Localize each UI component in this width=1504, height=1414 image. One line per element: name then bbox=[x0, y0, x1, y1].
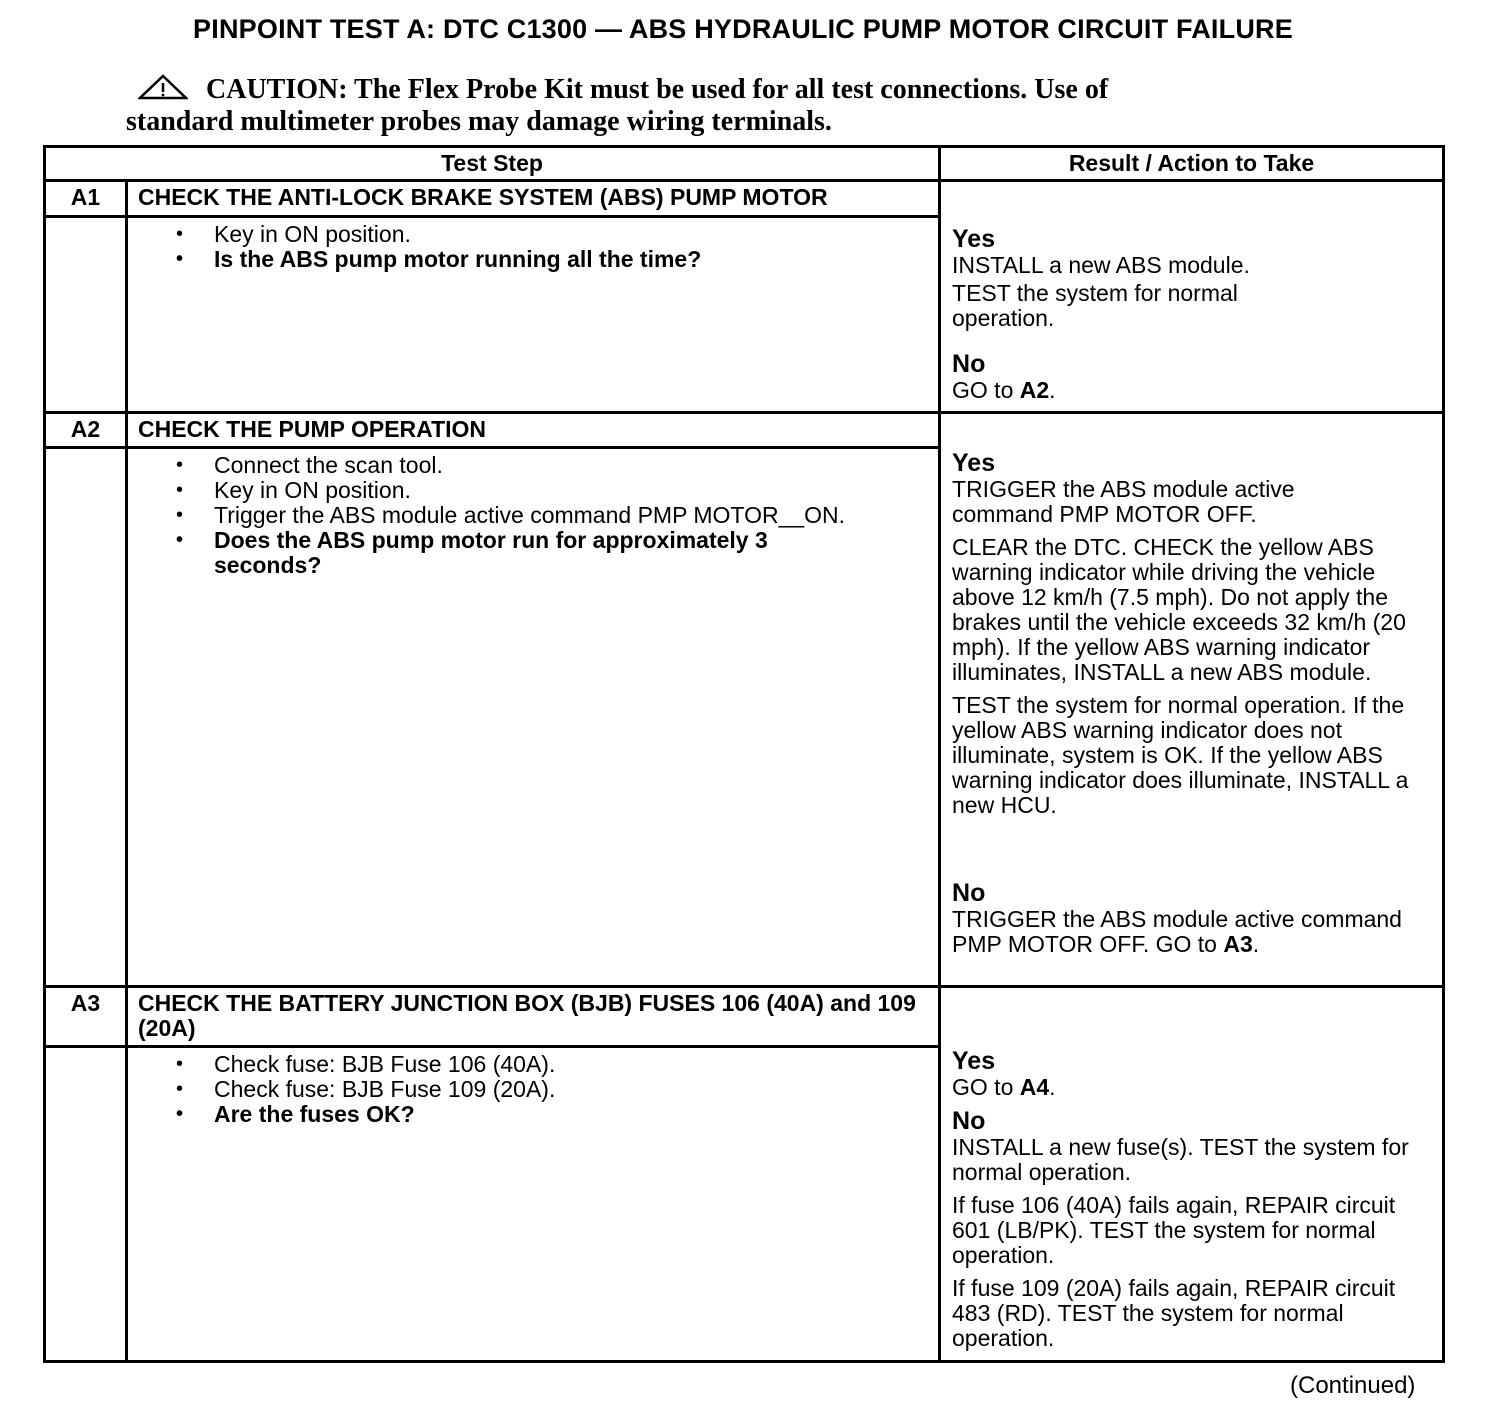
bullet-item: • Check fuse: BJB Fuse 109 (20A). bbox=[176, 1077, 928, 1102]
header-result-action: Result / Action to Take bbox=[940, 147, 1444, 181]
result-text: TRIGGER the ABS module active command PMP MOTOR OFF. bbox=[952, 476, 1295, 527]
step-body bbox=[127, 217, 940, 413]
yes-label: Yes bbox=[952, 225, 996, 253]
continued-note: (Continued) bbox=[1290, 1372, 1416, 1399]
yes-label: Yes bbox=[952, 449, 996, 477]
step-body bbox=[127, 448, 940, 987]
step-id: A2 bbox=[45, 413, 127, 448]
result-text: INSTALL a new fuse(s). TEST the system for normal operation. bbox=[952, 1134, 1409, 1185]
step-result bbox=[940, 987, 1444, 1362]
bullet-item: • Key in ON position. bbox=[176, 478, 928, 503]
warning-triangle-icon bbox=[138, 74, 188, 100]
step-title: CHECK THE ANTI-LOCK BRAKE SYSTEM (ABS) PUMP MOTOR bbox=[127, 181, 940, 217]
question-item: • Is the ABS pump motor running all the time? bbox=[176, 247, 928, 272]
bullet-item: • Check fuse: BJB Fuse 106 (40A). bbox=[176, 1052, 928, 1077]
result-text: TEST the system for normal operation. bbox=[952, 280, 1238, 331]
page-title: PINPOINT TEST A: DTC C1300 — ABS HYDRAULIC PUMP MOTOR CIRCUIT FAILURE bbox=[193, 14, 1293, 44]
step-reference: A4 bbox=[1019, 1074, 1050, 1100]
bullet-item: • Connect the scan tool. bbox=[176, 453, 928, 478]
result-text: GO to A2. bbox=[952, 377, 1056, 403]
question-item: • Are the fuses OK? bbox=[176, 1102, 928, 1127]
step-result bbox=[940, 181, 1444, 413]
result-text: If fuse 106 (40A) fails again, REPAIR circuit 601 (LB/PK). TEST the system for normal operation. bbox=[952, 1192, 1396, 1268]
result-text: GO to A4. bbox=[952, 1074, 1056, 1100]
result-text: TEST the system for normal operation. If the yellow ABS warning indicator does not illuminate, system is OK. If the yellow ABS warning indicator does illuminate, INSTALL a new HCU. bbox=[952, 692, 1409, 818]
caution-line-1: CAUTION: The Flex Probe Kit must be used for all test connections. Use of bbox=[206, 74, 1109, 105]
step-result bbox=[940, 413, 1444, 987]
header-test-step: Test Step bbox=[45, 147, 940, 181]
yes-label: Yes bbox=[952, 1047, 996, 1075]
no-label: No bbox=[952, 1107, 986, 1135]
result-text: INSTALL a new ABS module. bbox=[952, 252, 1250, 278]
step-body bbox=[127, 1047, 940, 1362]
no-label: No bbox=[952, 879, 986, 907]
no-label: No bbox=[952, 350, 986, 378]
step-id: A1 bbox=[45, 181, 127, 217]
step-title: CHECK THE BATTERY JUNCTION BOX (BJB) FUSES 106 (40A) and 109 (20A) bbox=[127, 987, 940, 1047]
result-text: If fuse 109 (20A) fails again, REPAIR circuit 483 (RD). TEST the system for normal operation. bbox=[952, 1275, 1396, 1351]
result-text: CLEAR the DTC. CHECK the yellow ABS warning indicator while driving the vehicle above 12 km/h (7.5 mph). Do not apply the brakes until the vehicle exceeds 32 km/h (20 mph). If the yellow ABS warning indicator illuminates, INSTALL a new ABS module. bbox=[952, 534, 1406, 685]
pinpoint-test-table bbox=[43, 145, 1445, 1363]
caution-notice bbox=[126, 74, 1276, 138]
step-reference: A3 bbox=[1223, 931, 1253, 957]
caution-line-2: standard multimeter probes may damage wiring terminals. bbox=[126, 106, 832, 137]
result-text: TRIGGER the ABS module active command PMP MOTOR OFF. GO to A3. bbox=[952, 906, 1402, 957]
question-item: • Does the ABS pump motor run for approximately 3 seconds? bbox=[176, 528, 834, 578]
bullet-item: • Key in ON position. bbox=[176, 222, 928, 247]
step-id: A3 bbox=[45, 987, 127, 1047]
bullet-item: • Trigger the ABS module active command PMP MOTOR__ON. bbox=[176, 503, 928, 528]
step-title: CHECK THE PUMP OPERATION bbox=[127, 413, 940, 448]
step-reference: A2 bbox=[1019, 377, 1050, 403]
